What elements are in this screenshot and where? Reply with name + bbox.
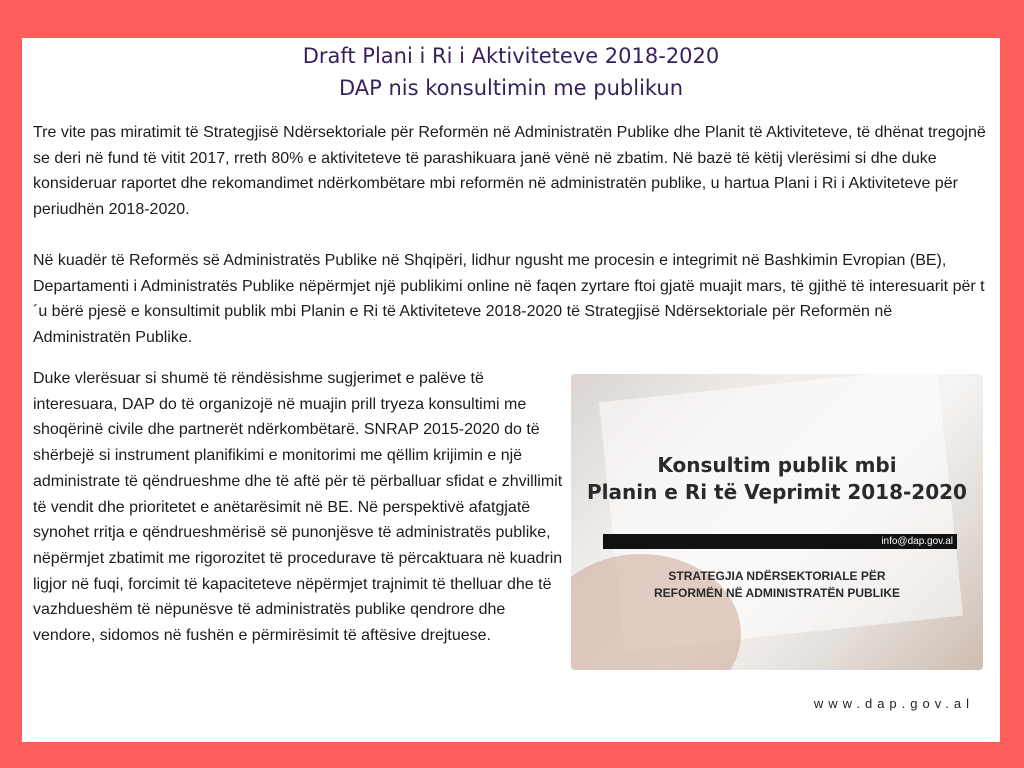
title-line-2: DAP nis konsultimin me publikun: [338, 76, 684, 100]
promo-title-line-2: Planin e Ri të Veprimit 2018-2020: [587, 480, 967, 504]
paragraph-3: Duke vlerësuar si shumë të rëndësishme sugjerimet e palëve të interesuara, DAP do të organizojë në muajin prill tryeza konsultimi me shoqërinë civile dhe partnerët ndërkombëtarë. SNRAP 2015-2020 do të shërbejë si instrument planifikimi e monitorimi me qëllim krijimin e një administrate të qëndrueshme dhe të aftë për të përballuar sfidat e zhvillimit të vendit dhe prioritetet e anëtarësimit në BE. Në perspektivë afatgjatë synohet rritja e qëndrueshmërisë së punonjësve të administratës publike, nëpërmjet zbatimit me rigorozitet të procedurave të përcaktuara në kuadrin ligjor në fuqi, forcimit të kapaciteteve nëpërmjet trajnimit të thelluar dhe të vazhdueshëm të nëpunësve të administratës publike qendrore dhe vendore, sidomos në fushën e përmirësimit të aftësive drejtuese.: [33, 370, 563, 645]
document-card: [22, 38, 1000, 742]
promo-title: [571, 452, 983, 506]
promo-subtitle: [571, 568, 983, 602]
promo-image: [571, 374, 983, 670]
paragraph-2: Në kuadër të Reformës së Administratës Publike në Shqipëri, lidhur ngusht me procesin e integrimit në Bashkimin Evropian (BE), Departamenti i Administratës Publike nëpërmjet një publikimi online në faqen zyrtare ftoi gjatë muajit mars, të gjithë të interesuarit për t´u bërë pjesë e konsultimit publik mbi Planin e Ri të Aktiviteteve 2018-2020 të Strategjisë Ndërsektoriale për Reformën në Administratën Publike.: [33, 252, 985, 347]
document-title: [22, 40, 1000, 104]
promo-subtitle-line-1: STRATEGJIA NDËRSEKTORIALE PËR: [668, 569, 886, 583]
title-line-1: Draft Plani i Ri i Aktiviteteve 2018-2020: [302, 44, 720, 68]
promo-title-line-1: Konsultim publik mbi: [657, 453, 897, 477]
paragraph-1: Tre vite pas miratimit të Strategjisë Ndërsektoriale për Reformën në Administratën Publike dhe Planit të Aktiviteteve, të dhënat tregojnë se deri në fund të vitit 2017, rreth 80% e aktiviteteve të parashikuara janë vënë në zbatim. Në bazë të këtij vlerësimi si dhe duke konsideruar raportet dhe rekomandimet ndërkombëtare mbi reformën në administratën publike, u hartua Plani i Ri i Aktiviteteve për periudhën 2018-2020.: [33, 124, 986, 219]
promo-subtitle-line-2: REFORMËN NË ADMINISTRATËN PUBLIKE: [654, 586, 900, 600]
website-url: www.dap.gov.al: [813, 696, 974, 711]
photo-overlay: [571, 374, 983, 670]
promo-email-bar: info@dap.gov.al: [603, 534, 957, 549]
